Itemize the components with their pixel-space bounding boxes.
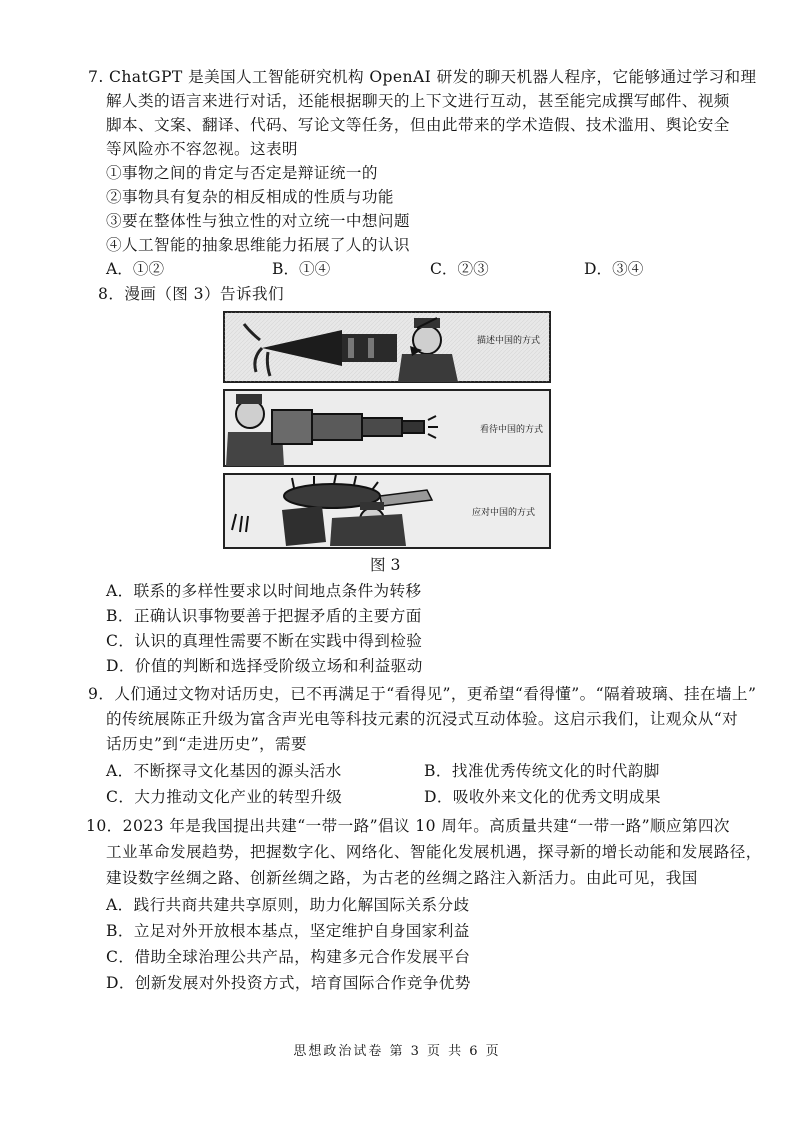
q7-stem-line-1: 7. ChatGPT 是美国人工智能研究机构 OpenAI 研发的聊天机器人程序，它能够通过学习和理: [88, 68, 757, 86]
q8-option-a: A．联系的多样性要求以时间地点条件为转移: [106, 582, 422, 600]
q10-option-b: B．立足对外开放根本基点，坚定维护自身国家利益: [106, 922, 470, 940]
q7-statement-2: ②事物具有复杂的相反相成的性质与功能: [106, 188, 394, 206]
cartoon-panel-3: [224, 474, 550, 548]
cartoon-panel-2: [224, 390, 550, 466]
q9-option-a: A．不断探寻文化基因的源头活水: [106, 762, 342, 780]
q9-option-d: D．吸收外来文化的优秀文明成果: [424, 788, 661, 806]
q7-stem-line-3: 脚本、文案、翻译、代码、写论文等任务，但由此带来的学术造假、技术滥用、舆论安全: [106, 116, 730, 134]
q8-option-d: D．价值的判断和选择受阶级立场和利益驱动: [106, 657, 423, 675]
q8-option-b: B．正确认识事物要善于把握矛盾的主要方面: [106, 607, 422, 625]
cartoon-panel-2-label: 看待中国的方式: [480, 425, 544, 435]
q10-stem-line-2: 工业革命发展趋势，把握数字化、网络化、智能化发展机遇，探寻新的增长动能和发展路径，: [106, 843, 762, 861]
q9-option-b: B．找准优秀传统文化的时代韵脚: [424, 762, 660, 780]
q9-stem-line-1: 9．人们通过文物对话历史，已不再满足于“看得见”，更希望“看得懂”。“隔着玻璃、挂在墙上”: [88, 685, 757, 703]
q7-option-b: B．①④: [272, 260, 331, 278]
q10-option-a: A．践行共商共建共享原则，助力化解国际关系分歧: [106, 896, 470, 914]
q7-option-c: C．②③: [430, 260, 489, 278]
page-footer: 思想政治试卷 第 3 页 共 6 页: [293, 1044, 501, 1059]
q8-stem: 8．漫画（图 3）告诉我们: [98, 285, 284, 303]
q9-stem-line-3: 话历史”到“走进历史”，需要: [106, 735, 308, 753]
q7-option-a: A．①②: [106, 260, 165, 278]
cartoon-image: [222, 310, 552, 550]
q7-statement-3: ③要在整体性与独立性的对立统一中想问题: [106, 212, 410, 230]
cartoon-figure-3: [222, 310, 552, 550]
q8-option-c: C．认识的真理性需要不断在实践中得到检验: [106, 632, 423, 650]
cartoon-panel-1-label: 描述中国的方式: [477, 336, 541, 346]
q7-statement-4: ④人工智能的抽象思维能力拓展了人的认识: [106, 236, 410, 254]
q10-stem-line-1: 10．2023 年是我国提出共建“一带一路”倡议 10 周年。高质量共建“一带一路”顺应第四次: [86, 817, 730, 835]
q9-option-c: C．大力推动文化产业的转型升级: [106, 788, 343, 806]
q7-option-d: D．③④: [584, 260, 644, 278]
cartoon-panel-1: [224, 312, 550, 382]
q10-stem-line-3: 建设数字丝绸之路、创新丝绸之路，为古老的丝绸之路注入新活力。由此可见，我国: [106, 869, 698, 887]
q7-stem-line-2: 解人类的语言来进行对话，还能根据聊天的上下文进行互动，甚至能完成撰写邮件、视频: [106, 92, 730, 110]
q9-stem-line-2: 的传统展陈正升级为富含声光电等科技元素的沉浸式互动体验。这启示我们，让观众从“对: [106, 710, 739, 728]
q10-option-c: C．借助全球治理公共产品，构建多元合作发展平台: [106, 948, 471, 966]
q10-option-d: D．创新发展对外投资方式，培育国际合作竞争优势: [106, 974, 471, 992]
cartoon-panel-3-label: 应对中国的方式: [472, 508, 536, 518]
figure-caption: 图 3: [370, 556, 401, 574]
q7-stem-line-4: 等风险亦不容忽视。这表明: [106, 140, 298, 158]
q7-statement-1: ①事物之间的肯定与否定是辩证统一的: [106, 164, 378, 182]
